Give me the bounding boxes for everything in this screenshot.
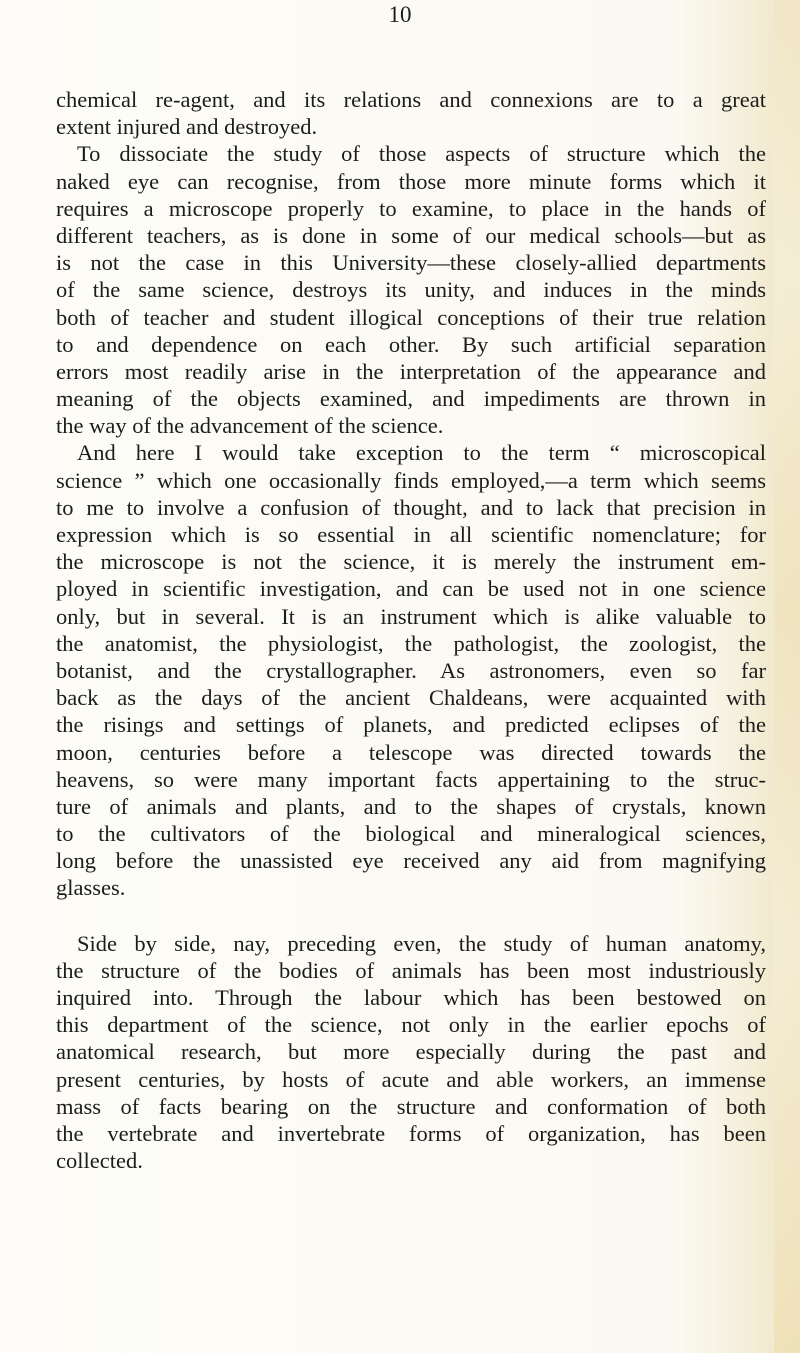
page-edge-discoloration (774, 0, 800, 1353)
text-line: the anatomist, the physiologist, the pathologist, the zoologist, the (56, 630, 766, 656)
paragraph (56, 140, 766, 439)
text-line: of the same science, destroys its unity, and induces in the minds (56, 277, 766, 303)
text-line: present centuries, by hosts of acute and able workers, an immense (56, 1066, 766, 1092)
text-line: And here I would take exception to the term “ microscopical (77, 440, 766, 466)
text-line: extent injured and destroyed. (56, 114, 318, 140)
text-line: the microscope is not the science, it is merely the instrument em- (56, 549, 766, 575)
body-text (56, 86, 766, 1174)
text-line: back as the days of the ancient Chaldeans, were acquainted with (56, 685, 766, 711)
text-line: to the cultivators of the biological and mineralogical sciences, (56, 821, 766, 847)
text-line: glasses. (56, 875, 126, 901)
text-line: inquired into. Through the labour which has been bestowed on (56, 985, 766, 1010)
text-line: this department of the science, not only in the earlier epochs of (56, 1012, 766, 1038)
text-line: errors most readily arise in the interpretation of the appearance and (56, 358, 766, 384)
text-line: Side by side, nay, preceding even, the study of human anatomy, (77, 930, 766, 956)
text-line: expression which is so essential in all scientific nomenclature; for (56, 522, 766, 547)
paragraph-gap (56, 902, 766, 930)
paragraph (56, 86, 766, 140)
text-line: the way of the advancement of the science. (56, 413, 444, 439)
text-line: ture of animals and plants, and to the shapes of crystals, known (56, 793, 766, 819)
text-line: moon, centuries before a telescope was directed towards the (56, 739, 766, 765)
text-line: mass of facts bearing on the structure and conformation of both (56, 1093, 766, 1119)
text-line: long before the unassisted eye received any aid from magnifying (56, 848, 766, 874)
text-line: requires a microscope properly to examine, to place in the hands of (56, 195, 766, 221)
text-line: both of teacher and student illogical conceptions of their true relation (56, 304, 766, 330)
text-line: ployed in scientific investigation, and can be used not in one science (56, 576, 766, 602)
text-line: is not the case in this University—these closely-allied departments (56, 250, 766, 276)
text-line: the vertebrate and invertebrate forms of organization, has been (56, 1120, 766, 1146)
paragraph (56, 439, 766, 901)
text-line: heavens, so were many important facts appertaining to the struc- (56, 766, 766, 792)
page-number: 10 (388, 2, 412, 27)
text-line: to and dependence on each other. By such artificial separation (56, 331, 766, 357)
text-line: To dissociate the study of those aspects of structure which the (77, 141, 766, 167)
text-line: science ” which one occasionally finds employed,—a term which seems (56, 467, 766, 493)
text-line: botanist, and the crystallographer. As astronomers, even so far (56, 657, 766, 683)
text-line: meaning of the objects examined, and impediments are thrown in (56, 386, 766, 412)
text-line: anatomical research, but more especially during the past and (56, 1039, 766, 1065)
paragraph (56, 930, 766, 1175)
text-line: naked eye can recognise, from those more minute forms which it (56, 168, 766, 194)
text-line: collected. (56, 1148, 143, 1174)
text-line: the risings and settings of planets, and predicted eclipses of the (56, 712, 766, 738)
text-line: only, but in several. It is an instrument which is alike valuable to (56, 603, 766, 629)
text-line: different teachers, as is done in some of our medical schools—but as (56, 222, 766, 248)
text-line: chemical re-agent, and its relations and connexions are to a great (56, 87, 766, 112)
text-line: to me to involve a confusion of thought, and to lack that precision in (56, 494, 766, 520)
text-line: the structure of the bodies of animals has been most industriously (56, 957, 766, 983)
